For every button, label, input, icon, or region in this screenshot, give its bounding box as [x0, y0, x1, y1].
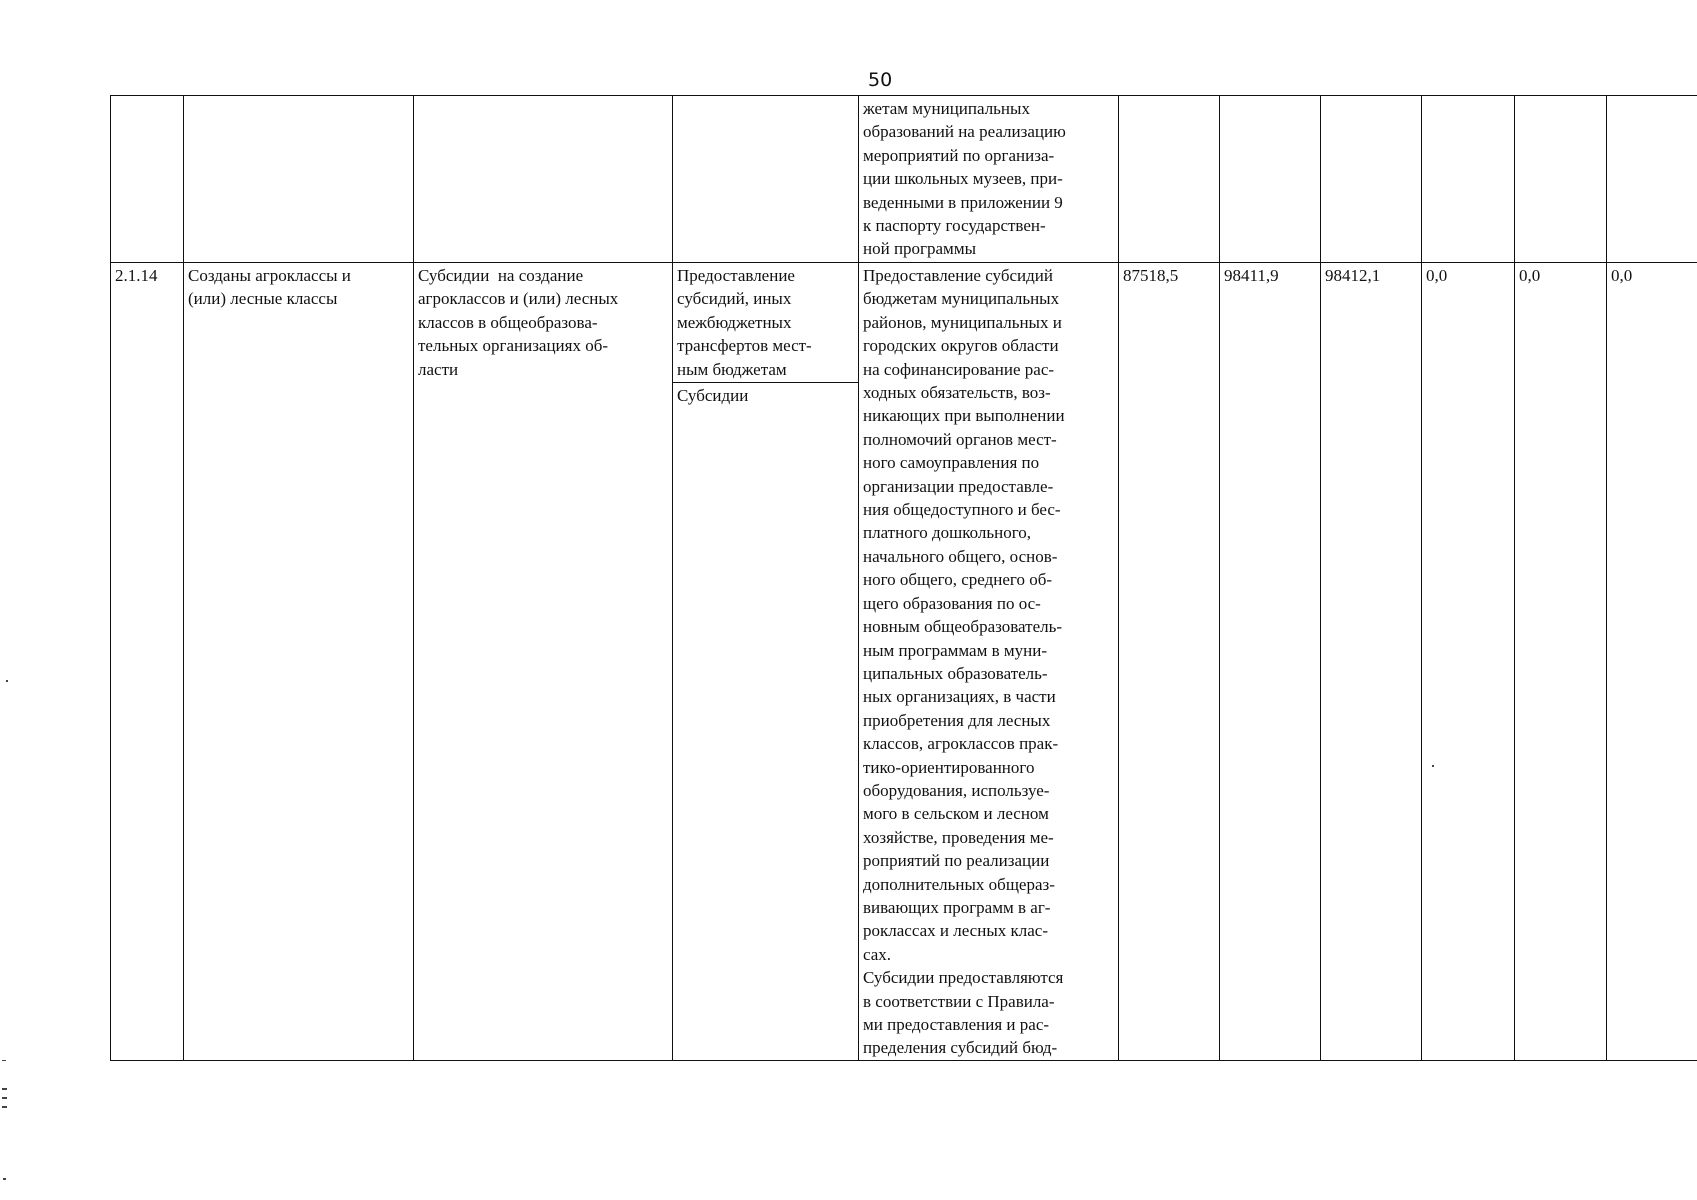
description-line: роприятий по реализации: [863, 851, 1050, 871]
description-line: роклассах и лесных клас-: [863, 921, 1048, 941]
cell-value-2: [1220, 96, 1321, 263]
description-line: мого в сельском и лесном: [863, 804, 1049, 824]
scan-mark: [2, 1097, 7, 1099]
mechanism-type: Субсидии: [677, 386, 749, 406]
description-line: оборудования, используе-: [863, 780, 1050, 800]
description-line: пределения субсидий бюд-: [863, 1038, 1058, 1058]
description-line: полномочий органов мест-: [863, 429, 1057, 449]
scan-mark: [2, 1088, 7, 1090]
cell-value-1: [1119, 96, 1220, 263]
scan-mark: [1432, 765, 1434, 767]
description-line: районов, муниципальных и: [863, 312, 1062, 332]
description-line: городских округов области: [863, 336, 1059, 356]
description-line: ми предоставления и рас-: [863, 1015, 1050, 1034]
measure-line: ласти: [418, 359, 459, 379]
description-line: веденными в приложении 9: [863, 192, 1063, 212]
description-line: в соответствии с Правила-: [863, 991, 1055, 1011]
page-number: 50: [868, 69, 893, 91]
cell-value-4: [1422, 96, 1515, 263]
description-line: ного общего, среднего об-: [863, 570, 1053, 590]
cell-value-5: [1515, 96, 1607, 263]
scan-mark: [2, 1060, 6, 1061]
description-line: никающих при выполнении: [863, 406, 1065, 426]
cell-value-1: 87518,5: [1119, 263, 1220, 1061]
description-line: жетам муниципальных: [863, 99, 1030, 118]
description-line: сах.: [863, 944, 892, 964]
cell-value-6: 0,0: [1607, 263, 1697, 1061]
scan-mark: [6, 680, 8, 682]
mechanism-line: субсидий, иных: [677, 289, 792, 309]
description-line: ной программы: [863, 239, 976, 259]
description-line: хозяйстве, проведения ме-: [863, 827, 1054, 847]
description-line: образований на реализацию: [863, 122, 1066, 142]
scan-mark: [2, 1106, 7, 1108]
description-line: вивающих программ в аг-: [863, 897, 1051, 917]
cell-measure: [414, 263, 673, 1061]
cell-value-2: 98411,9: [1220, 263, 1321, 1061]
cell-mechanism: [673, 96, 859, 263]
description-line: приобретения для лесных: [863, 710, 1051, 730]
description-line: мероприятий по организа-: [863, 145, 1055, 165]
cell-value-3: 98412,1: [1321, 263, 1422, 1061]
cell-description: [859, 263, 1119, 1061]
description-line: классов, агроклассов прак-: [863, 734, 1059, 754]
description-line: ципальных образователь-: [863, 663, 1048, 683]
cell-value-6: [1607, 96, 1697, 263]
program-measures-table: [110, 95, 1697, 1061]
cell-number: 2.1.14: [111, 263, 184, 1061]
description-line: ции школьных музеев, при-: [863, 169, 1063, 189]
measure-line: классов в общеобразова-: [418, 312, 598, 332]
cell-measure: [414, 96, 673, 263]
measure-line: Субсидии на создание: [418, 266, 584, 285]
description-line: новным общеобразователь-: [863, 617, 1063, 637]
description-line: ного самоуправления по: [863, 453, 1040, 473]
result-line: Созданы агроклассы и: [188, 266, 351, 285]
cell-value-5: 0,0: [1515, 263, 1607, 1061]
measure-line: тельных организациях об-: [418, 336, 609, 356]
description-line: ных организациях, в части: [863, 687, 1056, 707]
cell-result: [184, 263, 414, 1061]
description-line: на софинансирование рас-: [863, 359, 1055, 379]
cell-description: [859, 96, 1119, 263]
mechanism-line: ным бюджетам: [677, 359, 787, 379]
mechanism-line: трансфертов мест-: [677, 336, 812, 356]
result-line: (или) лесные классы: [188, 289, 338, 309]
description-line: дополнительных общераз-: [863, 874, 1055, 894]
table-row-2-1-14: [111, 263, 1697, 1061]
measure-line: агроклассов и (или) лесных: [418, 289, 619, 309]
description-line: тико-ориентированного: [863, 757, 1035, 777]
description-line: ходных обязательств, воз-: [863, 383, 1051, 403]
description-line: щего образования по ос-: [863, 593, 1041, 613]
cell-result: [184, 96, 414, 263]
description-line: платного дошкольного,: [863, 523, 1032, 543]
cell-number: [111, 96, 184, 263]
cell-value-3: [1321, 96, 1422, 263]
description-line: начального общего, основ-: [863, 546, 1058, 566]
description-line: бюджетам муниципальных: [863, 289, 1060, 309]
description-line: Субсидии предоставляются: [863, 968, 1064, 988]
mechanism-line: межбюджетных: [677, 312, 792, 332]
description-line: ным программам в муни-: [863, 640, 1047, 660]
table-row-continuation: [111, 96, 1697, 263]
cell-mechanism: [673, 263, 859, 1061]
description-line: Предоставление субсидий: [863, 266, 1053, 285]
description-line: организации предоставле-: [863, 476, 1054, 496]
description-line: ния общедоступного и бес-: [863, 500, 1061, 520]
cell-value-4: 0,0: [1422, 263, 1515, 1061]
mechanism-type-subcell: [677, 383, 854, 407]
mechanism-subcell: [673, 264, 858, 383]
scan-mark: [3, 1178, 6, 1180]
mechanism-line: Предоставление: [677, 266, 795, 285]
description-line: к паспорту государствен-: [863, 216, 1046, 236]
